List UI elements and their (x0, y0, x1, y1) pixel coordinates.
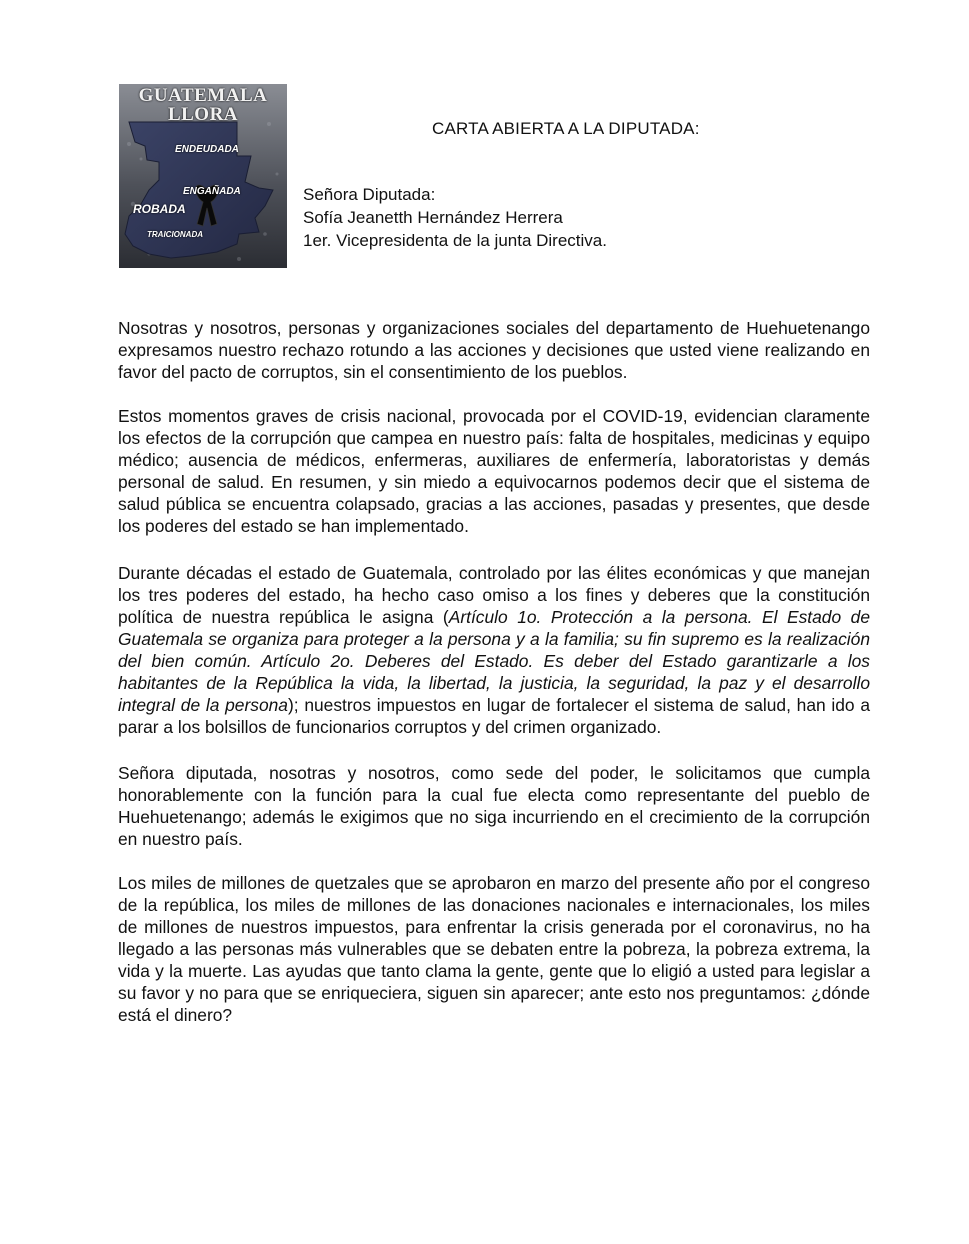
logo-word-enganada: ENGAÑADA (183, 186, 241, 197)
paragraph-1: Nosotras y nosotros, personas y organizaciones sociales del departamento de Huehuetenango expresamos nuestro rechazo rotundo a las acciones y decisiones que usted viene realizando en favor del pacto de corruptos, sin el consentimiento de los pueblos. (118, 318, 870, 382)
logo-word-traicionada: TRAICIONADA (147, 230, 203, 239)
logo-title: GUATEMALA LLORA (138, 85, 268, 125)
logo-word-endeudada: ENDEUDADA (175, 144, 239, 155)
addressee-salutation: Señora Diputada: (303, 185, 436, 204)
paragraph-3-constitution-quote: Artículo 1o. Protección a la persona. El Estado de Guatemala se organiza para proteger a la persona y a la familia; su fin supremo es la realización del bien común. Artículo 2o. Deberes del Estado. Es deber del Estado garantizarle a los habitantes de la República la vida, la libertad, la justicia, la seguridad, la paz y el desarrollo integral de la persona (118, 607, 870, 715)
paragraph-3 (118, 562, 870, 738)
addressee-name: Sofía Jeanetth Hernández Herrera (303, 208, 563, 227)
paragraph-5: Los miles de millones de quetzales que se aprobaron en marzo del presente año por el congreso de la república, los miles de millones de las donaciones nacionales e internacionales, los miles de millones de nuestros impuestos, para enfrentar la crisis generada por el coronavirus, no ha llegado a las personas más vulnerables que se debaten entre la pobreza, la pobreza extrema, la vida y la muerte. Las ayudas que tanto clama la gente, gente que lo eligió a usted para legislar a su favor y no para que se enriqueciera, siguen sin aparecer; ante esto nos preguntamos: ¿dónde está el dinero? (118, 873, 870, 1025)
paragraph-2: Estos momentos graves de crisis nacional, provocada por el COVID-19, evidencian claramente los efectos de la corrupción que campea en nuestro país: falta de hospitales, medicinas y equipo médico; ausencia de médicos, enfermeras, auxiliares de enfermería, laboratoristas y demás personal de salud. En resumen, y sin miedo a equivocarnos podemos decir que el sistema de salud pública se encuentra colapsado, gracias a las acciones, pasadas y presentes, que desde los poderes del estado se han implementado. (118, 406, 870, 536)
addressee-title: 1er. Vicepresidenta de la junta Directiva. (303, 231, 607, 250)
paragraph-3-start: Durante décadas el estado de Guatemala, controlado por las élites económicas y que manejan los tres poderes del estado, ha hecho caso omiso a los fines y deberes que la constitución política de nuestra república le asigna ( (118, 563, 870, 627)
letter-body (118, 317, 870, 1048)
paragraph-4: Señora diputada, nosotras y nosotros, como sede del poder, le solicitamos que cumpla honorablemente con la función para la cual fue electa como representante del pueblo de Huehuetenango; además le exigimos que no siga incurriendo en el crecimiento de la corrupción en nuestro país. (118, 763, 870, 849)
guatemala-llora-logo (119, 84, 287, 268)
addressee-block (303, 183, 607, 252)
letter-heading: CARTA ABIERTA A LA DIPUTADA: (432, 119, 700, 138)
logo-word-robada: ROBADA (133, 202, 186, 216)
paragraph-3-end: ); nuestros impuestos en lugar de fortalecer el sistema de salud, han ido a parar a los bolsillos de funcionarios corruptos y del crimen organizado. (118, 695, 871, 737)
